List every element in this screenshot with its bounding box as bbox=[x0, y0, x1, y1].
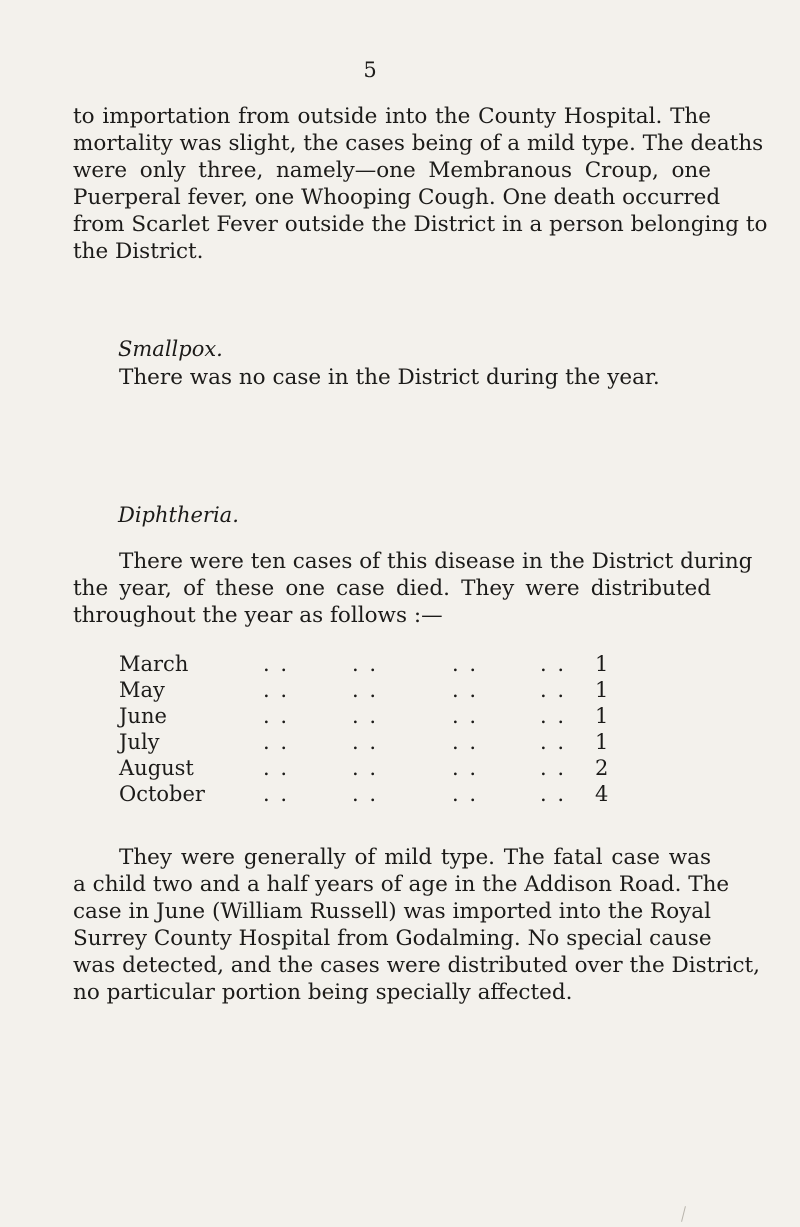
dot-leader: . . bbox=[540, 678, 567, 702]
dot-leader: . . bbox=[263, 782, 290, 806]
dot-leader: . . bbox=[540, 652, 567, 676]
diphtheria-intro-paragraph bbox=[73, 548, 753, 629]
text-line: the District. bbox=[73, 239, 204, 264]
text-line: the year, of these one case died. They were distributed bbox=[73, 576, 711, 601]
diphtheria-heading: Diphtheria. bbox=[118, 503, 239, 527]
table-row bbox=[119, 755, 609, 781]
text-line: to importation from outside into the County Hospital. The bbox=[73, 104, 711, 129]
dot-leader: . . bbox=[263, 756, 290, 780]
text-line: a child two and a half years of age in the Addison Road. The bbox=[73, 872, 730, 897]
dot-leader: . . bbox=[540, 782, 567, 806]
text-line: case in June (William Russell) was imported into the Royal bbox=[73, 899, 711, 924]
dot-leader: . . bbox=[352, 652, 379, 676]
month-label: May bbox=[119, 678, 165, 702]
dot-leader: . . bbox=[452, 678, 479, 702]
dot-leader: . . bbox=[352, 756, 379, 780]
intro-paragraph bbox=[73, 103, 768, 265]
month-label: March bbox=[119, 652, 189, 676]
dot-leader: . . bbox=[540, 730, 567, 754]
diphtheria-closing-paragraph bbox=[73, 844, 760, 1006]
case-count: 4 bbox=[595, 782, 609, 806]
case-count: 2 bbox=[595, 756, 609, 780]
dot-leader: . . bbox=[452, 782, 479, 806]
dot-leader: . . bbox=[263, 652, 290, 676]
case-count: 1 bbox=[595, 730, 609, 754]
case-count: 1 bbox=[595, 678, 609, 702]
text-line: Puerperal fever, one Whooping Cough. One death occurred bbox=[73, 185, 721, 210]
dot-leader: . . bbox=[452, 704, 479, 728]
month-label: October bbox=[119, 782, 205, 806]
table-row bbox=[119, 677, 609, 703]
text-line: no particular portion being specially affected. bbox=[73, 980, 573, 1005]
text-line: There were ten cases of this disease in the District during bbox=[119, 549, 753, 574]
month-label: June bbox=[119, 704, 167, 728]
dot-leader: . . bbox=[263, 704, 290, 728]
smallpox-heading: Smallpox. bbox=[118, 337, 223, 361]
dot-leader: . . bbox=[452, 756, 479, 780]
case-count: 1 bbox=[595, 652, 609, 676]
text-line: throughout the year as follows :— bbox=[73, 603, 443, 628]
dot-leader: . . bbox=[352, 704, 379, 728]
text-line: mortality was slight, the cases being of a mild type. The deaths bbox=[73, 131, 764, 156]
text-line: Surrey County Hospital from Godalming. No special cause bbox=[73, 926, 712, 951]
dot-leader: . . bbox=[263, 678, 290, 702]
dot-leader: . . bbox=[540, 756, 567, 780]
table-row bbox=[119, 703, 609, 729]
dot-leader: . . bbox=[352, 678, 379, 702]
dot-leader: . . bbox=[352, 782, 379, 806]
stray-mark bbox=[681, 1206, 686, 1222]
page-number: 5 bbox=[363, 58, 377, 82]
smallpox-text: There was no case in the District during the year. bbox=[119, 365, 660, 390]
month-label: July bbox=[119, 730, 160, 754]
dot-leader: . . bbox=[540, 704, 567, 728]
text-line: were only three, namely—one Membranous Croup, one bbox=[73, 158, 711, 183]
table-row bbox=[119, 729, 609, 755]
dot-leader: . . bbox=[263, 730, 290, 754]
text-line: was detected, and the cases were distributed over the District, bbox=[73, 953, 760, 978]
month-label: August bbox=[119, 756, 194, 780]
text-line: from Scarlet Fever outside the District in a person belonging to bbox=[73, 212, 768, 237]
table-row bbox=[119, 651, 609, 677]
dot-leader: . . bbox=[352, 730, 379, 754]
monthly-cases-table bbox=[119, 651, 609, 807]
text-line: They were generally of mild type. The fatal case was bbox=[119, 845, 711, 870]
table-row bbox=[119, 781, 609, 807]
dot-leader: . . bbox=[452, 652, 479, 676]
dot-leader: . . bbox=[452, 730, 479, 754]
case-count: 1 bbox=[595, 704, 609, 728]
